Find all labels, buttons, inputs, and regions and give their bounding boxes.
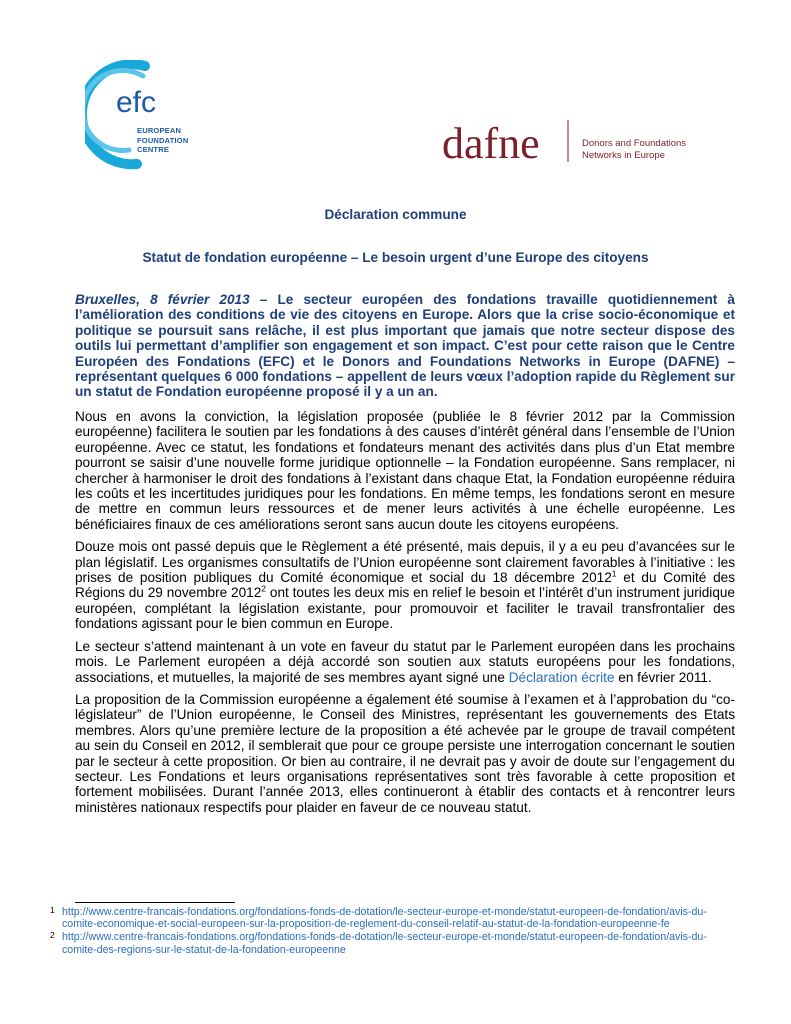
dafne-subtitle: Donors and Foundations Networks in Europe (582, 138, 687, 161)
footnotes (50, 906, 730, 957)
footnote-number: 2 (50, 930, 55, 941)
lead-text: – Le secteur européen des fondations travaille quotidiennement à l’amélioration des conditions de vie des citoyens en Europe. Alors que la crise socio-économique et politique se poursuit sans relâche, il est plus important que jamais que notre secteur dispose des outils lui permettant d’amplifier son engagement et son impact. C’est pour cette raison que le Centre Européen des Fondations (EFC) et le Donors and Foundations Networks in Europe (DAFNE) – représentant quelques 6 000 fondations – appellent de leurs vœux l’adoption rapide du Règlement sur un statut de Fondation européenne proposé il y a un an. (75, 292, 735, 400)
declaration-ecrite-link[interactable]: Déclaration écrite (508, 669, 615, 685)
efc-wordmark: efc (116, 86, 157, 119)
footnote-1 (50, 906, 730, 930)
paragraph-2: Douze mois ont passé depuis que le Règlement a été présenté, mais depuis, il y a eu peu d’avancées sur le plan législatif. Les organismes consultatifs de l’Union européenne sont clairement favorables à l’initiative : les prises de position publiques du Comité économique et social du 18 décembre 2012$^1$ et du Comité des Régions du 29 novembre 2012$^2$ ont toutes les deux mis en relief le besoin et l’intérêt d’un instrument juridique européen, complétant la législation existante, pour promouvoir et faciliter le travail transfrontalier des fondations agissant pour le bien commun en Europe. (75, 539, 735, 632)
document-subheading: Statut de fondation européenne – Le besoin urgent d’une Europe des citoyens (142, 250, 649, 265)
lead-block (75, 292, 735, 400)
footnote-2 (50, 931, 730, 955)
paragraph-4: La proposition de la Commission européenne a également été soumise à l’examen et à l’approbation du “co-législateur” de l’Union européenne, le Conseil des Ministres, représentant les gouvernements des Etats membres. Alors qu’une première lecture de la proposition a été achevée par le groupe de travail compétent au sein du Conseil en 2012, il semblerait que pour ce groupe persiste une interrogation concernant le soutien par le secteur à cette proposition. Or bien au contraire, il ne devrait pas y avoir de doute sur l’engagement du secteur. Les Fondations et leurs organisations représentatives sont très favorable à cette proposition et fortement mobilisées. Durant l’année 2013, elles continueront à établir des contacts et à rencontrer leurs ministères nationaux respectifs pour plaider en faveur de ce nouveau statut. (75, 691, 735, 815)
document-heading: Déclaration commune (324, 207, 467, 222)
footnote-url[interactable]: http://www.centre-francais-fondations.org/fondations-fonds-de-dotation/le-secteur-europe-et-monde/statut-europeen-de-fondation/avis-du-comite-des-regions-sur-le-statut-de-la-fondation-europeenne (62, 931, 707, 956)
body-text (75, 409, 735, 822)
efc-subtitle: EUROPEAN FOUNDATION CENTRE (137, 126, 189, 154)
footnote-number: 1 (50, 905, 55, 915)
footnote-url[interactable]: http://www.centre-francais-fondations.org/fondations-fonds-de-dotation/le-secteur-europe-et-monde/statut-europeen-de-fondation/avis-du-comite-economique-et-social-europeen-sur-la-proposition-de-reglement-du-conseil-relatif-au-statut-de-la-fondation-europeenne-fe (62, 906, 707, 931)
footnote-separator (75, 902, 235, 903)
lead-date: Bruxelles, 8 février 2013 (75, 292, 250, 307)
lead-paragraph (75, 292, 735, 400)
paragraph-3: Le secteur s’attend maintenant à un vote en faveur du statut par le Parlement européen dans les prochains mois. Le Parlement européen a déjà accordé son soutien aux statuts européens pour les fondations, associations, et mutuelles, la majorité de ses membres ayant signé une Déclaration écrite en février 2011. (75, 638, 735, 685)
dafne-wordmark: dafne (442, 119, 540, 168)
paragraph-1: Nous en avons la conviction, la législation proposée (publiée le 8 février 2012 par la Commission européenne) facilitera le soutien par les fondations à des causes d’intérêt général dans l’ensemble de l’Union européenne. Avec ce statut, les fondations et fondateurs menant des activités dans plus d’un Etat membre pourront se saisir d’une nouvelle forme juridique optionnelle – la Fondation européenne. Sans remplacer, ni chercher à harmoniser le droit des fondations à l’existant dans chaque Etat, la Fondation européenne réduira les coûts et les incertitudes juridiques pour les fondations. En même temps, les fondations seront en mesure de mettre en commun leurs ressources et de mener leurs activités à une échelle européenne. Les bénéficiaires finaux de ces améliorations seront sans aucun doute les citoyens européens. (75, 409, 735, 532)
footnote-ref-2[interactable]: 2 (261, 583, 267, 594)
footnote-ref-1[interactable]: 1 (611, 568, 617, 579)
